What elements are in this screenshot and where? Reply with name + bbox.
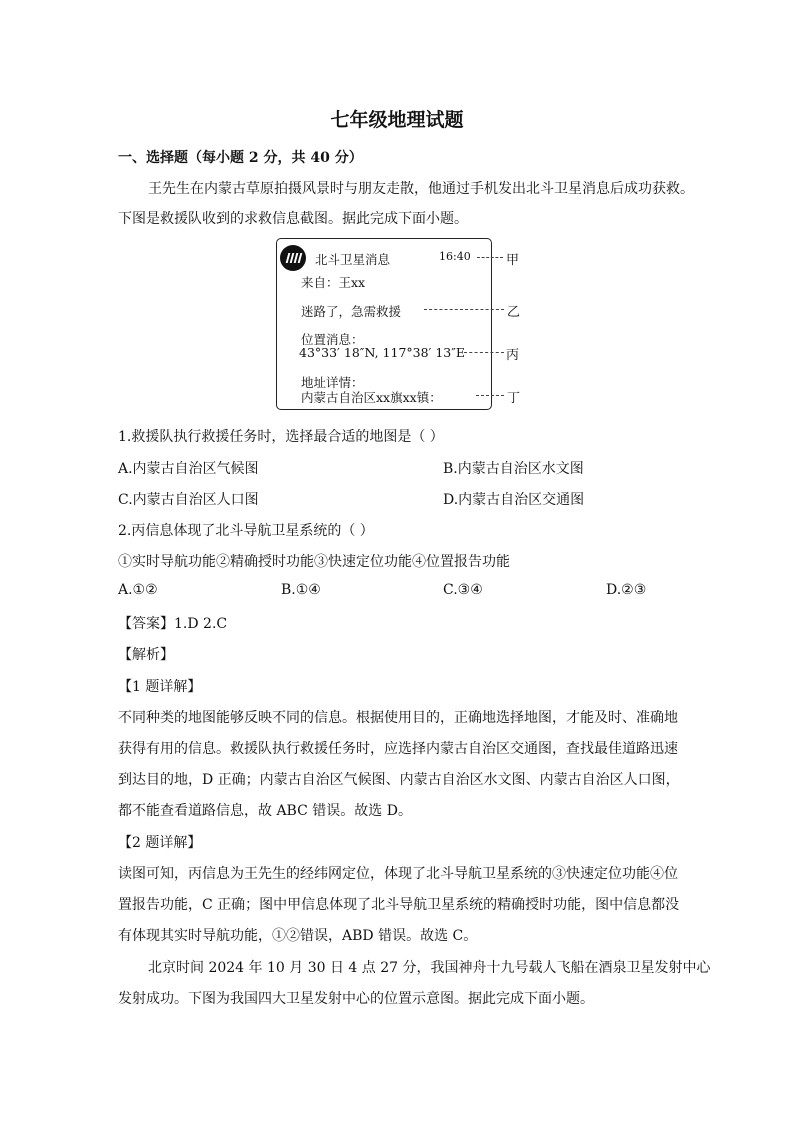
q1-option-c: C.内蒙古自治区人口图 <box>118 492 259 508</box>
figure-address-label: 地址详情： <box>301 375 364 390</box>
next-stem-line-1: 北京时间 2024 年 10 月 30 日 4 点 27 分，我国神舟十九号载人飞船在酒泉卫星发射中心 <box>148 960 711 976</box>
figure-from: 来自：王xx <box>301 275 366 290</box>
leader-line-bing <box>464 352 504 353</box>
detail-1-line-1: 不同种类的地图能够反映不同的信息。根据使用目的，正确地选择地图，才能及时、准确地 <box>118 710 678 726</box>
figure-location-label: 位置消息： <box>301 332 364 347</box>
page-title: 七年级地理试题 <box>330 109 464 131</box>
detail-1-line-4: 都不能查看道路信息，故 ABC 错误。故选 D。 <box>118 803 412 819</box>
beidou-logo-icon <box>280 245 306 271</box>
leader-line-ding <box>476 395 504 396</box>
label-jia: 甲 <box>506 253 520 268</box>
detail-1-line-2: 获得有用的信息。救援队执行救援任务时，应选择内蒙古自治区交通图，查找最佳道路迅速 <box>118 741 678 757</box>
intro-line-1: 王先生在内蒙古草原拍摄风景时与朋友走散，他通过手机发出北斗卫星消息后成功获救。 <box>148 181 694 197</box>
detail-1-line-3: 到达目的地，D 正确；内蒙古自治区气候图、内蒙古自治区水文图、内蒙古自治区人口图， <box>118 772 680 788</box>
figure-message: 迷路了，急需救援 <box>301 304 402 319</box>
next-stem-line-2: 发射成功。下图为我国四大卫星发射中心的位置示意图。据此完成下面小题。 <box>118 991 594 1007</box>
answer: 【答案】1.D 2.C <box>118 616 228 632</box>
figure-location-value: 43°33′ 18″N, 117°38′ 13″E <box>299 345 466 360</box>
label-bing: 丙 <box>506 348 520 363</box>
q2-option-b: B.①④ <box>281 582 321 598</box>
figure-header: 北斗卫星消息 <box>315 252 391 267</box>
q2-option-a: A.①② <box>118 582 158 598</box>
label-ding: 丁 <box>507 391 521 406</box>
section-heading: 一、选择题（每小题 2 分，共 40 分） <box>118 150 363 166</box>
figure-time: 16:40 <box>439 250 471 263</box>
q1-option-b: B.内蒙古自治区水文图 <box>443 461 584 477</box>
detail-1-heading: 【1 题详解】 <box>118 679 202 695</box>
q2-items: ①实时导航功能②精确授时功能③快速定位功能④位置报告功能 <box>118 554 510 570</box>
q1-option-a: A.内蒙古自治区气候图 <box>118 461 259 477</box>
q2-option-d: D.②③ <box>606 582 647 598</box>
figure-address-value: 内蒙古自治区xx旗xx镇： <box>301 390 442 405</box>
analysis-heading: 【解析】 <box>118 647 174 663</box>
beidou-message-figure <box>276 238 492 410</box>
q2-stem: 2.丙信息体现了北斗导航卫星系统的（ ） <box>118 523 374 539</box>
label-yi: 乙 <box>507 305 521 320</box>
q2-option-c: C.③④ <box>443 582 483 598</box>
q1-stem: 1.救援队执行救援任务时，选择最合适的地图是（ ） <box>118 429 444 445</box>
detail-2-heading: 【2 题详解】 <box>118 835 202 851</box>
leader-line-jia <box>477 257 503 258</box>
detail-2-line-2: 置报告功能，C 正确；图中甲信息体现了北斗导航卫星系统的精确授时功能，图中信息都没 <box>118 897 680 913</box>
leader-line-yi <box>424 309 504 310</box>
detail-2-line-1: 读图可知，丙信息为王先生的经纬网定位，体现了北斗导航卫星系统的③快速定位功能④位 <box>118 866 678 882</box>
q1-option-d: D.内蒙古自治区交通图 <box>443 492 585 508</box>
detail-2-line-3: 有体现其实时导航功能，①②错误，ABD 错误。故选 C。 <box>118 928 478 944</box>
intro-line-2: 下图是救援队收到的求救信息截图。据此完成下面小题。 <box>118 211 468 227</box>
